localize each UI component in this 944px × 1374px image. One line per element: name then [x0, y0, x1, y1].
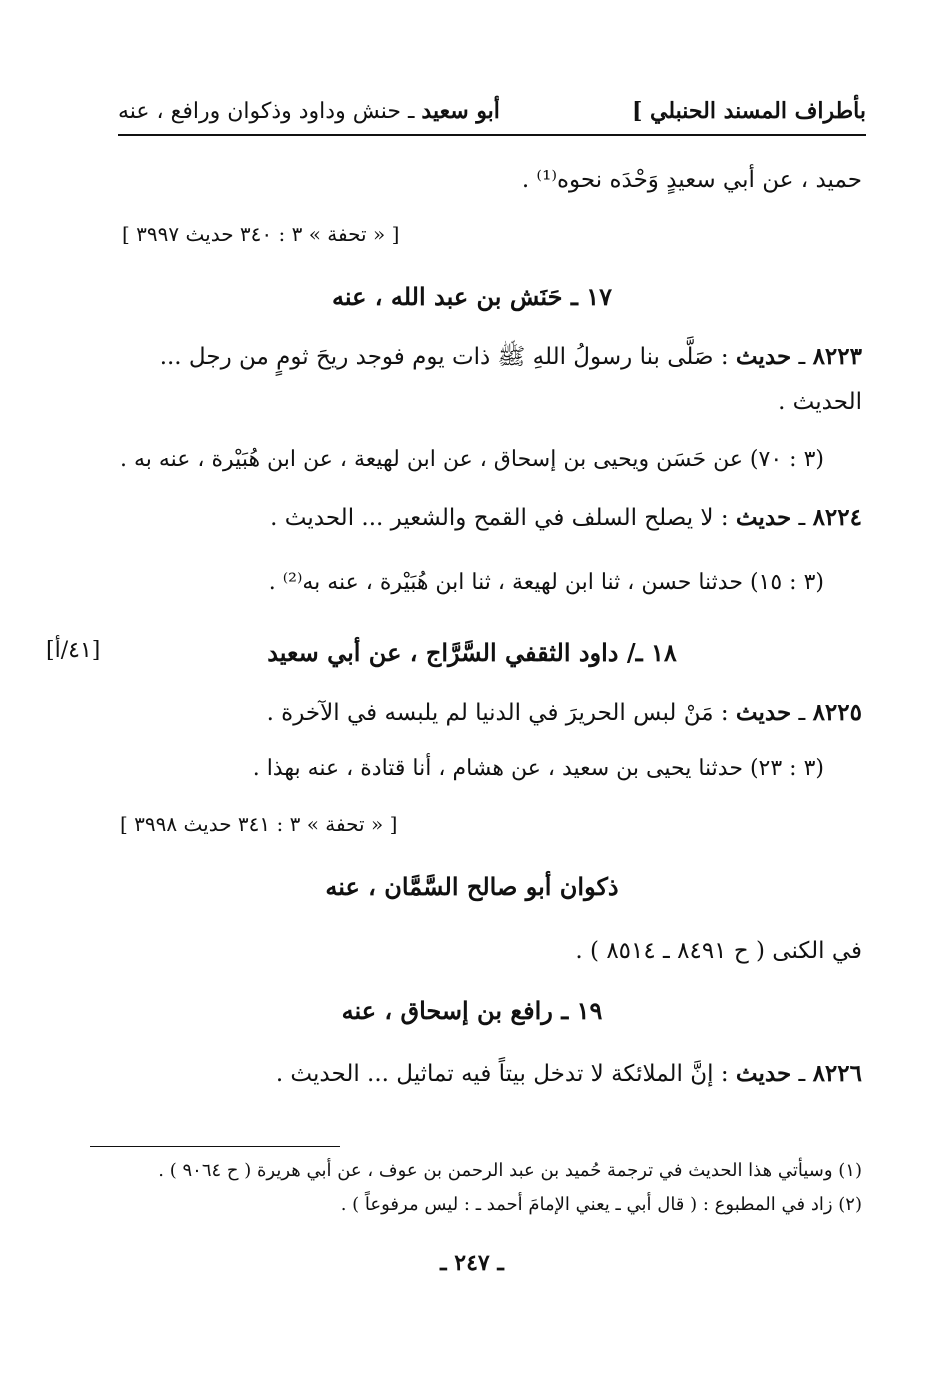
isnad-8225: (٣ : ٢٣) حدثنا يحيى بن سعيد ، عن هشام ، أنا قتادة ، عنه بهذا . [252, 756, 824, 781]
folio-margin-note: [٤١/أ] [46, 638, 101, 663]
hadith-number: ٨٢٢٦ [812, 1060, 862, 1087]
section-title-bold: أبو سعيد [421, 98, 500, 124]
hadith-8223-continuation: الحديث . [778, 389, 862, 415]
section-title [118, 98, 500, 124]
section-heading-17: ١٧ ـ حَنَش بن عبد الله ، عنه [331, 282, 613, 311]
section-heading-18: ١٨ ـ/ داود الثقفي السَّرَّاج ، عن أبي سعيد [267, 638, 677, 667]
page-number: ـ ٢٤٧ ـ [440, 1250, 504, 1276]
hadith-text: : مَنْ لبس الحريرَ في الدنيا لم يلبسه في الآخرة . [266, 700, 729, 726]
tuhfa-reference: [ « تحفة » ٣ : ٣٤١ حديث ٣٩٩٨ ] [120, 812, 398, 836]
hadith-8225: ٨٢٢٥ ـ حديث : مَنْ لبس الحريرَ في الدنيا لم يلبسه في الآخرة . [266, 699, 862, 726]
hadith-8223: ٨٢٢٣ ـ حديث : صَلَّى بنا رسولُ اللهِ ﷺ ذات يوم فوجد ريحَ ثومٍ من رجل ... [159, 343, 862, 370]
running-title: بأطراف المسند الحنبلي ] [631, 98, 866, 124]
hadith-number: ٨٢٢٥ [812, 699, 862, 726]
hadith-keyword: حديث [735, 699, 792, 726]
isnad-8223: (٣ : ٧٠) عن حَسَن ويحيى بن إسحاق ، عن ابن لهيعة ، عن ابن هُبَيْرة ، عنه به . [119, 447, 824, 472]
hadith-8224: ٨٢٢٤ ـ حديث : لا يصلح السلف في القمح والشعير ... الحديث . [270, 504, 862, 531]
hadith-keyword: حديث [735, 1060, 792, 1087]
kuna-reference: في الكنى ( ح ٨٤٩١ ـ ٨٥١٤ ) . [575, 938, 862, 964]
hadith-number: ٨٢٢٣ [812, 343, 862, 370]
hadith-keyword: حديث [735, 504, 792, 531]
hadith-text: : إنَّ الملائكة لا تدخل بيتاً فيه تماثيل ... الحديث . [275, 1061, 729, 1087]
footnote-2: (٢) زاد في المطبوع : ( قال أبي ـ يعني الإمامَ أحمد ـ : ليس مرفوعاً ) . [340, 1194, 862, 1215]
footnote-1: (١) وسيأتي هذا الحديث في ترجمة حُميد بن عبد الرحمن بن عوف ، عن أبي هريرة ( ح ٩٠٦٤ ) . [158, 1160, 862, 1181]
footnote-divider [90, 1146, 340, 1147]
hadith-keyword: حديث [735, 343, 792, 370]
section-title-rest: ـ حنش وداود وذكوان ورافع ، عنه [118, 99, 415, 124]
continuation-line: حميد ، عن أبي سعيدٍ وَحْدَه نحوه⁽¹⁾ . [521, 167, 862, 193]
hadith-text: : لا يصلح السلف في القمح والشعير ... الحديث . [270, 505, 729, 531]
section-heading-19: ١٩ ـ رافع بن إسحاق ، عنه [341, 996, 603, 1025]
hadith-text: : صَلَّى بنا رسولُ اللهِ ﷺ ذات يوم فوجد ريحَ ثومٍ من رجل ... [159, 344, 729, 370]
hadith-8226: ٨٢٢٦ ـ حديث : إنَّ الملائكة لا تدخل بيتاً فيه تماثيل ... الحديث . [275, 1060, 862, 1087]
tuhfa-reference: [ « تحفة » ٣ : ٣٤٠ حديث ٣٩٩٧ ] [122, 222, 400, 246]
hadith-number: ٨٢٢٤ [812, 504, 862, 531]
running-header [118, 94, 866, 136]
section-heading-dhakwan: ذكوان أبو صالح السَّمَّان ، عنه [325, 872, 619, 901]
isnad-8224: (٣ : ١٥) حدثنا حسن ، ثنا ابن لهيعة ، ثنا ابن هُبَيْرة ، عنه به⁽²⁾ . [268, 570, 824, 595]
